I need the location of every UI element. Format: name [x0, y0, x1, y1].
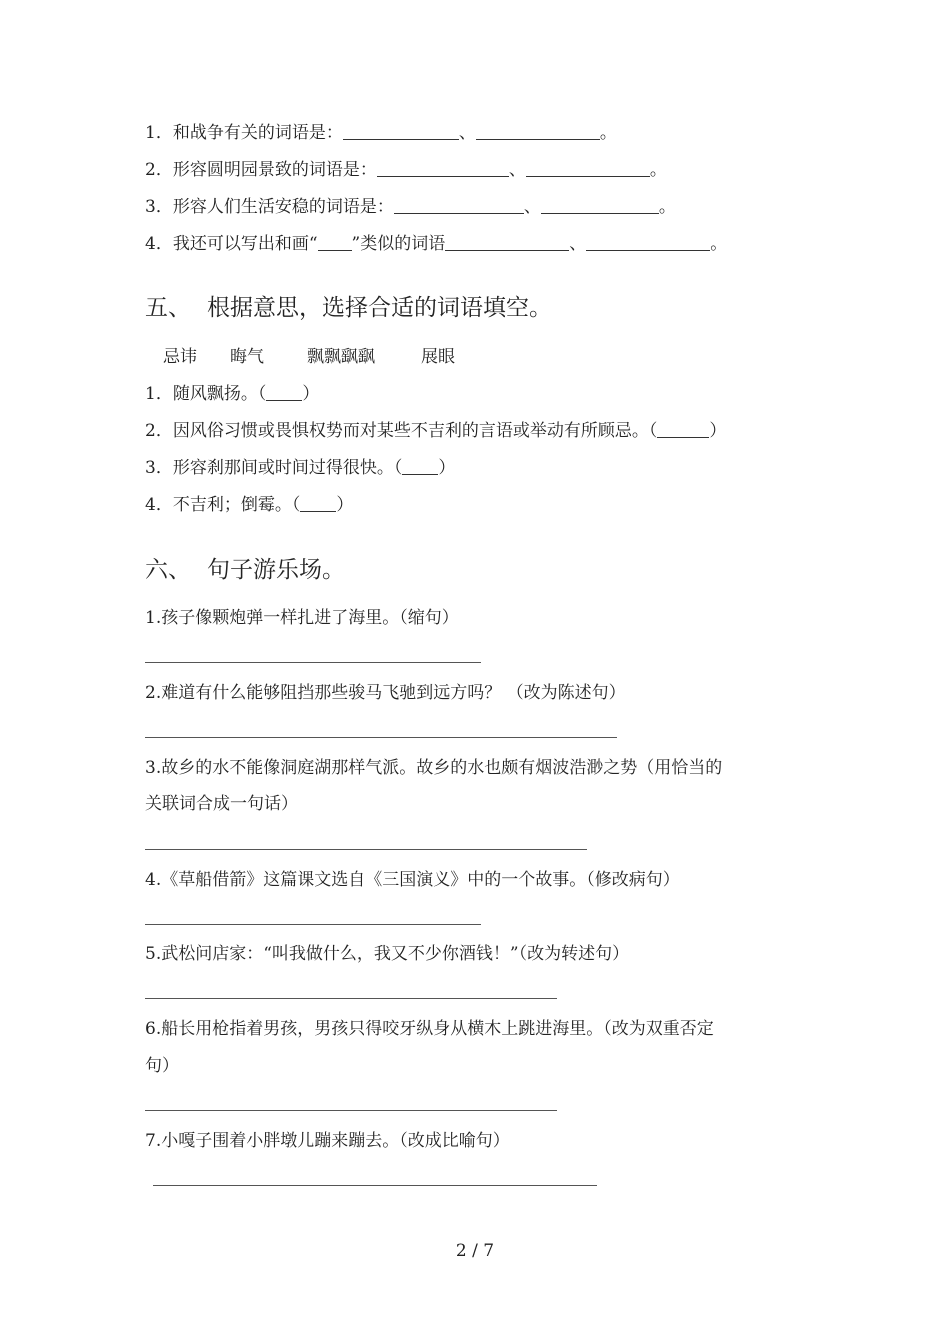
answer-blank[interactable] [445, 234, 569, 251]
page-number: 2 / 7 [455, 1241, 495, 1261]
word-bank-item: 展眼 [421, 347, 455, 367]
question-text: 2．形容圆明园景致的词语是： [145, 160, 377, 180]
word-bank-item: 晦气 [230, 347, 264, 367]
answer-blank[interactable] [526, 160, 650, 177]
s6-item-4: 4.《草船借箭》这篇课文选自《三国演义》中的一个故事。（修改病句） [145, 870, 680, 890]
answer-line[interactable] [145, 849, 587, 850]
answer-line[interactable] [145, 662, 481, 663]
question-text: ”类似的词语 [351, 234, 446, 254]
s6-item-6: 6.船长用枪指着男孩，男孩只得咬牙纵身从横木上跳进海里。（改为双重否定 [145, 1019, 714, 1039]
s6-item-6-cont: 句） [145, 1056, 179, 1076]
s4-item-3: 3．形容人们生活安稳的词语是： 、 。 [145, 197, 676, 217]
answer-line[interactable] [153, 1185, 597, 1186]
question-text: 1．和战争有关的词语是： [145, 123, 343, 143]
s6-item-2: 2.难道有什么能够阻挡那些骏马飞驰到远方吗？ （改为陈述句） [145, 683, 626, 703]
word-bank [163, 345, 455, 369]
s5-item-1: 1．随风飘扬。（ ） [145, 384, 320, 404]
answer-blank[interactable] [318, 234, 352, 251]
section-5-heading: 五、 根据意思，选择合适的词语填空。 [145, 295, 552, 321]
answer-blank[interactable] [394, 197, 524, 214]
answer-blank[interactable] [343, 123, 459, 140]
answer-blank[interactable] [402, 458, 438, 475]
answer-line[interactable] [145, 737, 617, 738]
s5-item-3: 3．形容刹那间或时间过得很快。（ ） [145, 458, 456, 478]
answer-blank[interactable] [300, 495, 336, 512]
answer-line[interactable] [145, 924, 481, 925]
answer-blank[interactable] [586, 234, 710, 251]
s6-item-3-cont: 关联词合成一句话） [145, 794, 298, 814]
answer-blank[interactable] [657, 421, 709, 438]
s6-item-5: 5.武松问店家：“叫我做什么，我又不少你酒钱！”（改为转述句） [145, 944, 630, 964]
section-6-heading: 六、 句子游乐场。 [145, 557, 345, 583]
word-bank-item: 飘飘飖飖 [307, 347, 375, 367]
s6-item-1: 1.孩子像颗炮弹一样扎进了海里。（缩句） [145, 608, 459, 628]
s6-item-7: 7.小嘎子围着小胖墩儿蹦来蹦去。（改成比喻句） [145, 1131, 510, 1151]
answer-blank[interactable] [541, 197, 659, 214]
answer-blank[interactable] [377, 160, 509, 177]
s5-item-2: 2．因风俗习惯或畏惧权势而对某些不吉利的言语或举动有所顾忌。（ ） [145, 421, 727, 441]
s4-item-2: 2．形容圆明园景致的词语是： 、 。 [145, 160, 667, 180]
word-bank-item: 忌讳 [163, 347, 197, 367]
answer-line[interactable] [145, 1110, 557, 1111]
s5-item-4: 4．不吉利；倒霉。（ ） [145, 495, 354, 515]
s4-item-1: 1．和战争有关的词语是： 、 。 [145, 123, 617, 143]
s6-item-3: 3.故乡的水不能像洞庭湖那样气派。故乡的水也颇有烟波浩渺之势（用恰当的 [145, 758, 723, 778]
answer-line[interactable] [145, 998, 557, 999]
answer-blank[interactable] [476, 123, 600, 140]
answer-blank[interactable] [266, 384, 302, 401]
question-text: 3．形容人们生活安稳的词语是： [145, 197, 394, 217]
question-text: 4．我还可以写出和画“ [145, 234, 318, 254]
s4-item-4: 4．我还可以写出和画“ ”类似的词语 、 。 [145, 234, 728, 254]
